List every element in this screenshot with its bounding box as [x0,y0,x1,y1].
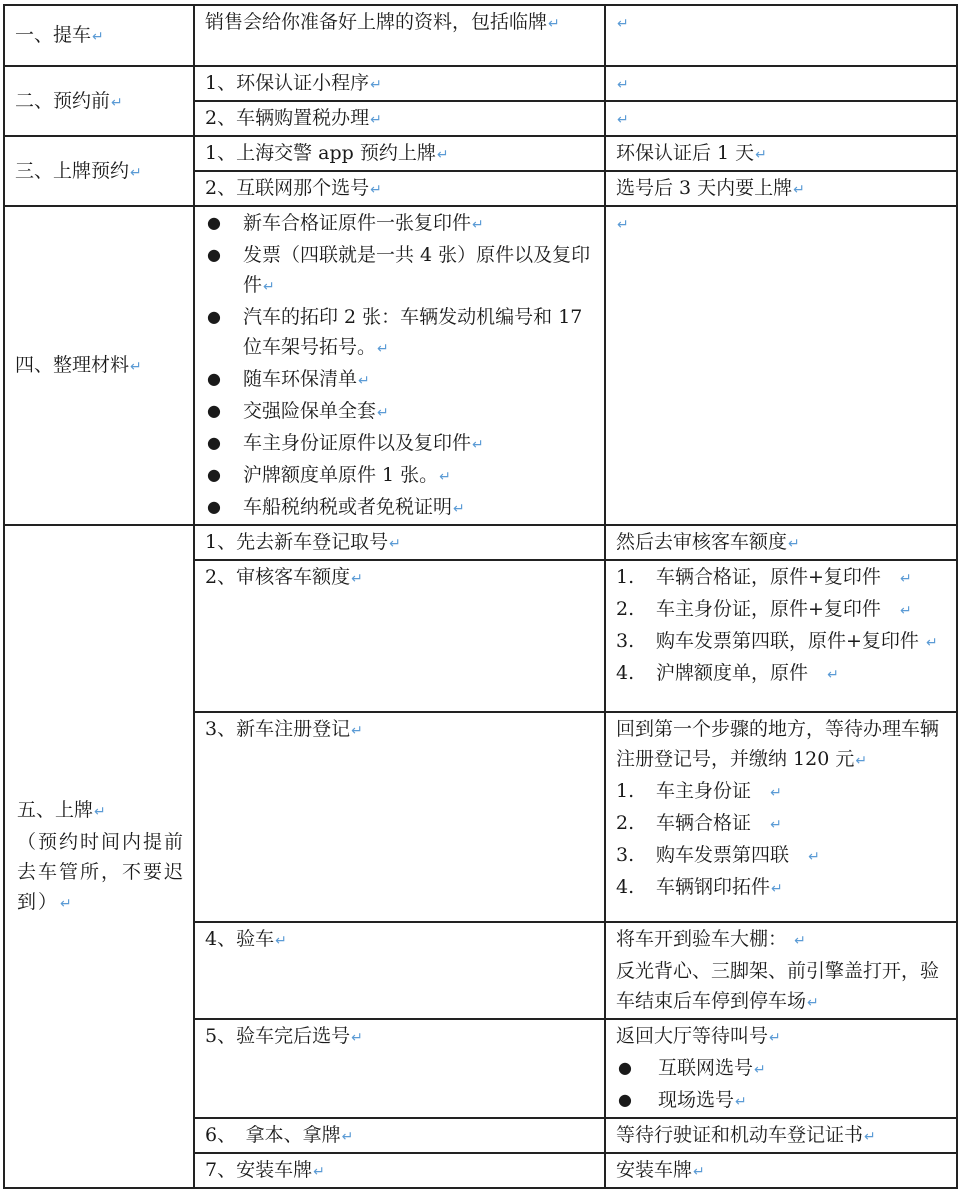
step-cell [194,1019,605,1118]
step-text: 2、审核客车额度 [205,566,351,588]
step-text: 4、验车 [205,928,275,950]
section-cell [4,206,194,525]
return-mark-icon: ↵ [617,16,629,32]
return-mark-icon: ↵ [617,112,629,128]
return-mark-icon: ↵ [130,164,142,181]
section-label: 一、提车 [15,24,92,46]
step-text: 销售会给你准备好上牌的资料，包括临牌 [205,11,548,33]
return-mark-icon: ↵ [358,373,370,389]
step-cell [194,101,605,136]
material-text: 车船税纳税或者免税证明 [243,496,453,518]
step-cell [194,712,605,922]
return-mark-icon: ↵ [351,571,363,587]
return-mark-icon: ↵ [735,1094,747,1110]
list-item [616,1053,948,1085]
note-text: 回到第一个步骤的地方，等待办理车辆注册登记号，并缴纳 120 元 [616,718,940,770]
table-row [4,66,957,101]
note-cell [605,171,957,206]
return-mark-icon: ↵ [370,182,382,198]
list-item [205,302,596,364]
note-text: 将车开到验车大棚： [616,928,788,950]
list-item [205,492,596,524]
note-text: 环保认证后 1 天 [616,142,755,164]
note-cell [605,712,957,922]
note-cell [605,1153,957,1188]
list-item [205,240,596,302]
note-cell [605,206,957,525]
item-text: 互联网选号 [658,1057,754,1079]
list-item [205,460,596,492]
list-item: 1. 车辆合格证，原件+复印件 ↵ [616,566,912,588]
note-text: 反光背心、三脚架、前引擎盖打开，验车结束后车停到停车场 [616,960,940,1012]
step-cell [194,136,605,171]
note-cell [605,5,957,66]
step-cell [194,1118,605,1153]
return-mark-icon: ↵ [770,817,782,833]
return-mark-icon: ↵ [771,881,783,897]
note-cell [605,525,957,560]
note-cell [605,101,957,136]
item-text: 沪牌额度单，原件 [656,662,809,684]
return-mark-icon: ↵ [377,405,389,421]
return-mark-icon: ↵ [453,501,465,517]
step-text: 1、先去新车登记取号 [205,531,389,553]
return-mark-icon: ↵ [755,147,767,163]
item-text: 车辆合格证，原件+复印件 [656,566,881,588]
item-text: 车主身份证 [656,780,752,802]
return-mark-icon: ↵ [370,77,382,93]
return-mark-icon: ↵ [900,603,912,619]
return-mark-icon: ↵ [617,77,629,93]
note-text: 等待行驶证和机动车登记证书 [616,1124,864,1146]
section-label: 五、上牌 [17,799,94,821]
material-text: 随车环保清单 [243,368,358,390]
note-text: 选号后 3 天内要上牌 [616,177,793,199]
return-mark-icon: ↵ [794,933,806,949]
section-cell [4,66,194,136]
section-label: 二、预约前 [15,89,111,112]
return-mark-icon: ↵ [827,667,839,683]
return-mark-icon: ↵ [807,995,819,1011]
list-item [205,364,596,396]
return-mark-icon: ↵ [263,279,275,295]
material-text: 沪牌额度单原件 1 张。 [243,464,439,486]
return-mark-icon: ↵ [808,849,820,865]
return-mark-icon: ↵ [925,635,938,651]
step-text: 1、环保认证小程序 [205,72,370,94]
return-mark-icon: ↵ [436,147,449,163]
step-cell [194,171,605,206]
list-item: 4. 车辆钢印拓件↵ [616,876,783,898]
return-mark-icon: ↵ [472,437,484,453]
step-text: 2、互联网那个选号 [205,177,370,199]
return-mark-icon: ↵ [60,896,72,912]
section-cell [4,5,194,66]
return-mark-icon: ↵ [389,536,401,552]
step-text: 6、 拿本、拿牌 [205,1124,341,1146]
note-cell [605,66,957,101]
item-text: 购车发票第四联 [656,844,790,866]
return-mark-icon: ↵ [617,217,629,233]
step-cell [194,922,605,1019]
note-text: 安装车牌 [616,1159,693,1181]
section-cell [4,525,194,1188]
material-text: 汽车的拓印 2 张：车辆发动机编号和 17 位车架号拓号。 [243,306,583,358]
materials-list [205,208,596,524]
step-cell [194,1153,605,1188]
list-item: 2. 车辆合格证 ↵ [616,812,782,834]
step-cell [194,525,605,560]
section-cell [4,136,194,206]
note-cell [605,922,957,1019]
return-mark-icon: ↵ [769,1030,781,1046]
list-item: 4. 沪牌额度单，原件 ↵ [616,662,839,684]
return-mark-icon: ↵ [864,1129,876,1145]
return-mark-icon: ↵ [351,1030,363,1046]
table-row [4,206,957,525]
note-text: 然后去审核客车额度 [616,531,788,553]
note-cell [605,136,957,171]
return-mark-icon: ↵ [370,112,382,128]
list-item: 3. 购车发票第四联，原件+复印件 ↵ [616,630,938,652]
return-mark-icon: ↵ [472,217,484,233]
material-text: 交强险保单全套 [243,400,377,422]
note-cell [605,560,957,712]
step-cell [194,206,605,525]
list-item [205,208,596,240]
return-mark-icon: ↵ [130,359,142,375]
note-text: 返回大厅等待叫号 [616,1025,769,1047]
section-label: 三、上牌预约 [15,159,130,182]
return-mark-icon: ↵ [313,1164,325,1180]
step-text: 3、新车注册登记 [205,718,351,740]
return-mark-icon: ↵ [693,1164,705,1180]
return-mark-icon: ↵ [900,571,912,587]
return-mark-icon: ↵ [793,182,805,198]
step-text: 5、验车完后选号 [205,1025,351,1047]
list-item [205,428,596,460]
numbered-list [616,776,948,904]
list-item [616,1085,948,1117]
return-mark-icon: ↵ [111,94,123,111]
item-text: 购车发票第四联，原件+复印件 [656,630,919,652]
numbered-list [616,562,948,690]
section-label: 四、整理材料 [15,354,130,376]
return-mark-icon: ↵ [275,933,287,949]
item-text: 现场选号 [658,1089,735,1111]
return-mark-icon: ↵ [855,753,868,769]
return-mark-icon: ↵ [754,1062,766,1078]
note-cell [605,1118,957,1153]
note-cell [605,1019,957,1118]
item-text: 车辆钢印拓件 [656,876,771,898]
step-text: 1、上海交警 app 预约上牌 [205,142,436,164]
return-mark-icon: ↵ [351,723,363,739]
step-text: 2、车辆购置税办理 [205,107,370,129]
step-text: 7、安装车牌 [205,1159,313,1181]
list-item: 3. 购车发票第四联 ↵ [616,844,820,866]
section-subtitle: （预约时间内提前去车管所，不要迟到） [17,831,186,913]
list-item: 1. 车主身份证 ↵ [616,780,782,802]
material-text: 新车合格证原件一张复印件 [243,212,472,234]
table-row [4,525,957,560]
return-mark-icon: ↵ [94,804,106,820]
item-text: 车主身份证，原件+复印件 [656,598,881,620]
step-cell [194,5,605,66]
return-mark-icon: ↵ [92,29,104,45]
list-item [205,396,596,428]
return-mark-icon: ↵ [341,1129,354,1145]
table-row [4,136,957,171]
list-item: 2. 车主身份证，原件+复印件 ↵ [616,598,912,620]
return-mark-icon: ↵ [770,785,782,801]
material-text: 车主身份证原件以及复印件 [243,432,472,454]
item-text: 车辆合格证 [656,812,752,834]
step-cell [194,560,605,712]
return-mark-icon: ↵ [548,16,560,32]
license-plate-procedure-table [3,4,958,1189]
bullet-list [616,1053,948,1117]
material-text: 发票（四联就是一共 4 张）原件以及复印件 [243,244,591,296]
return-mark-icon: ↵ [439,469,451,485]
step-cell [194,66,605,101]
table-row [4,5,957,66]
return-mark-icon: ↵ [788,536,800,552]
return-mark-icon: ↵ [377,341,389,357]
